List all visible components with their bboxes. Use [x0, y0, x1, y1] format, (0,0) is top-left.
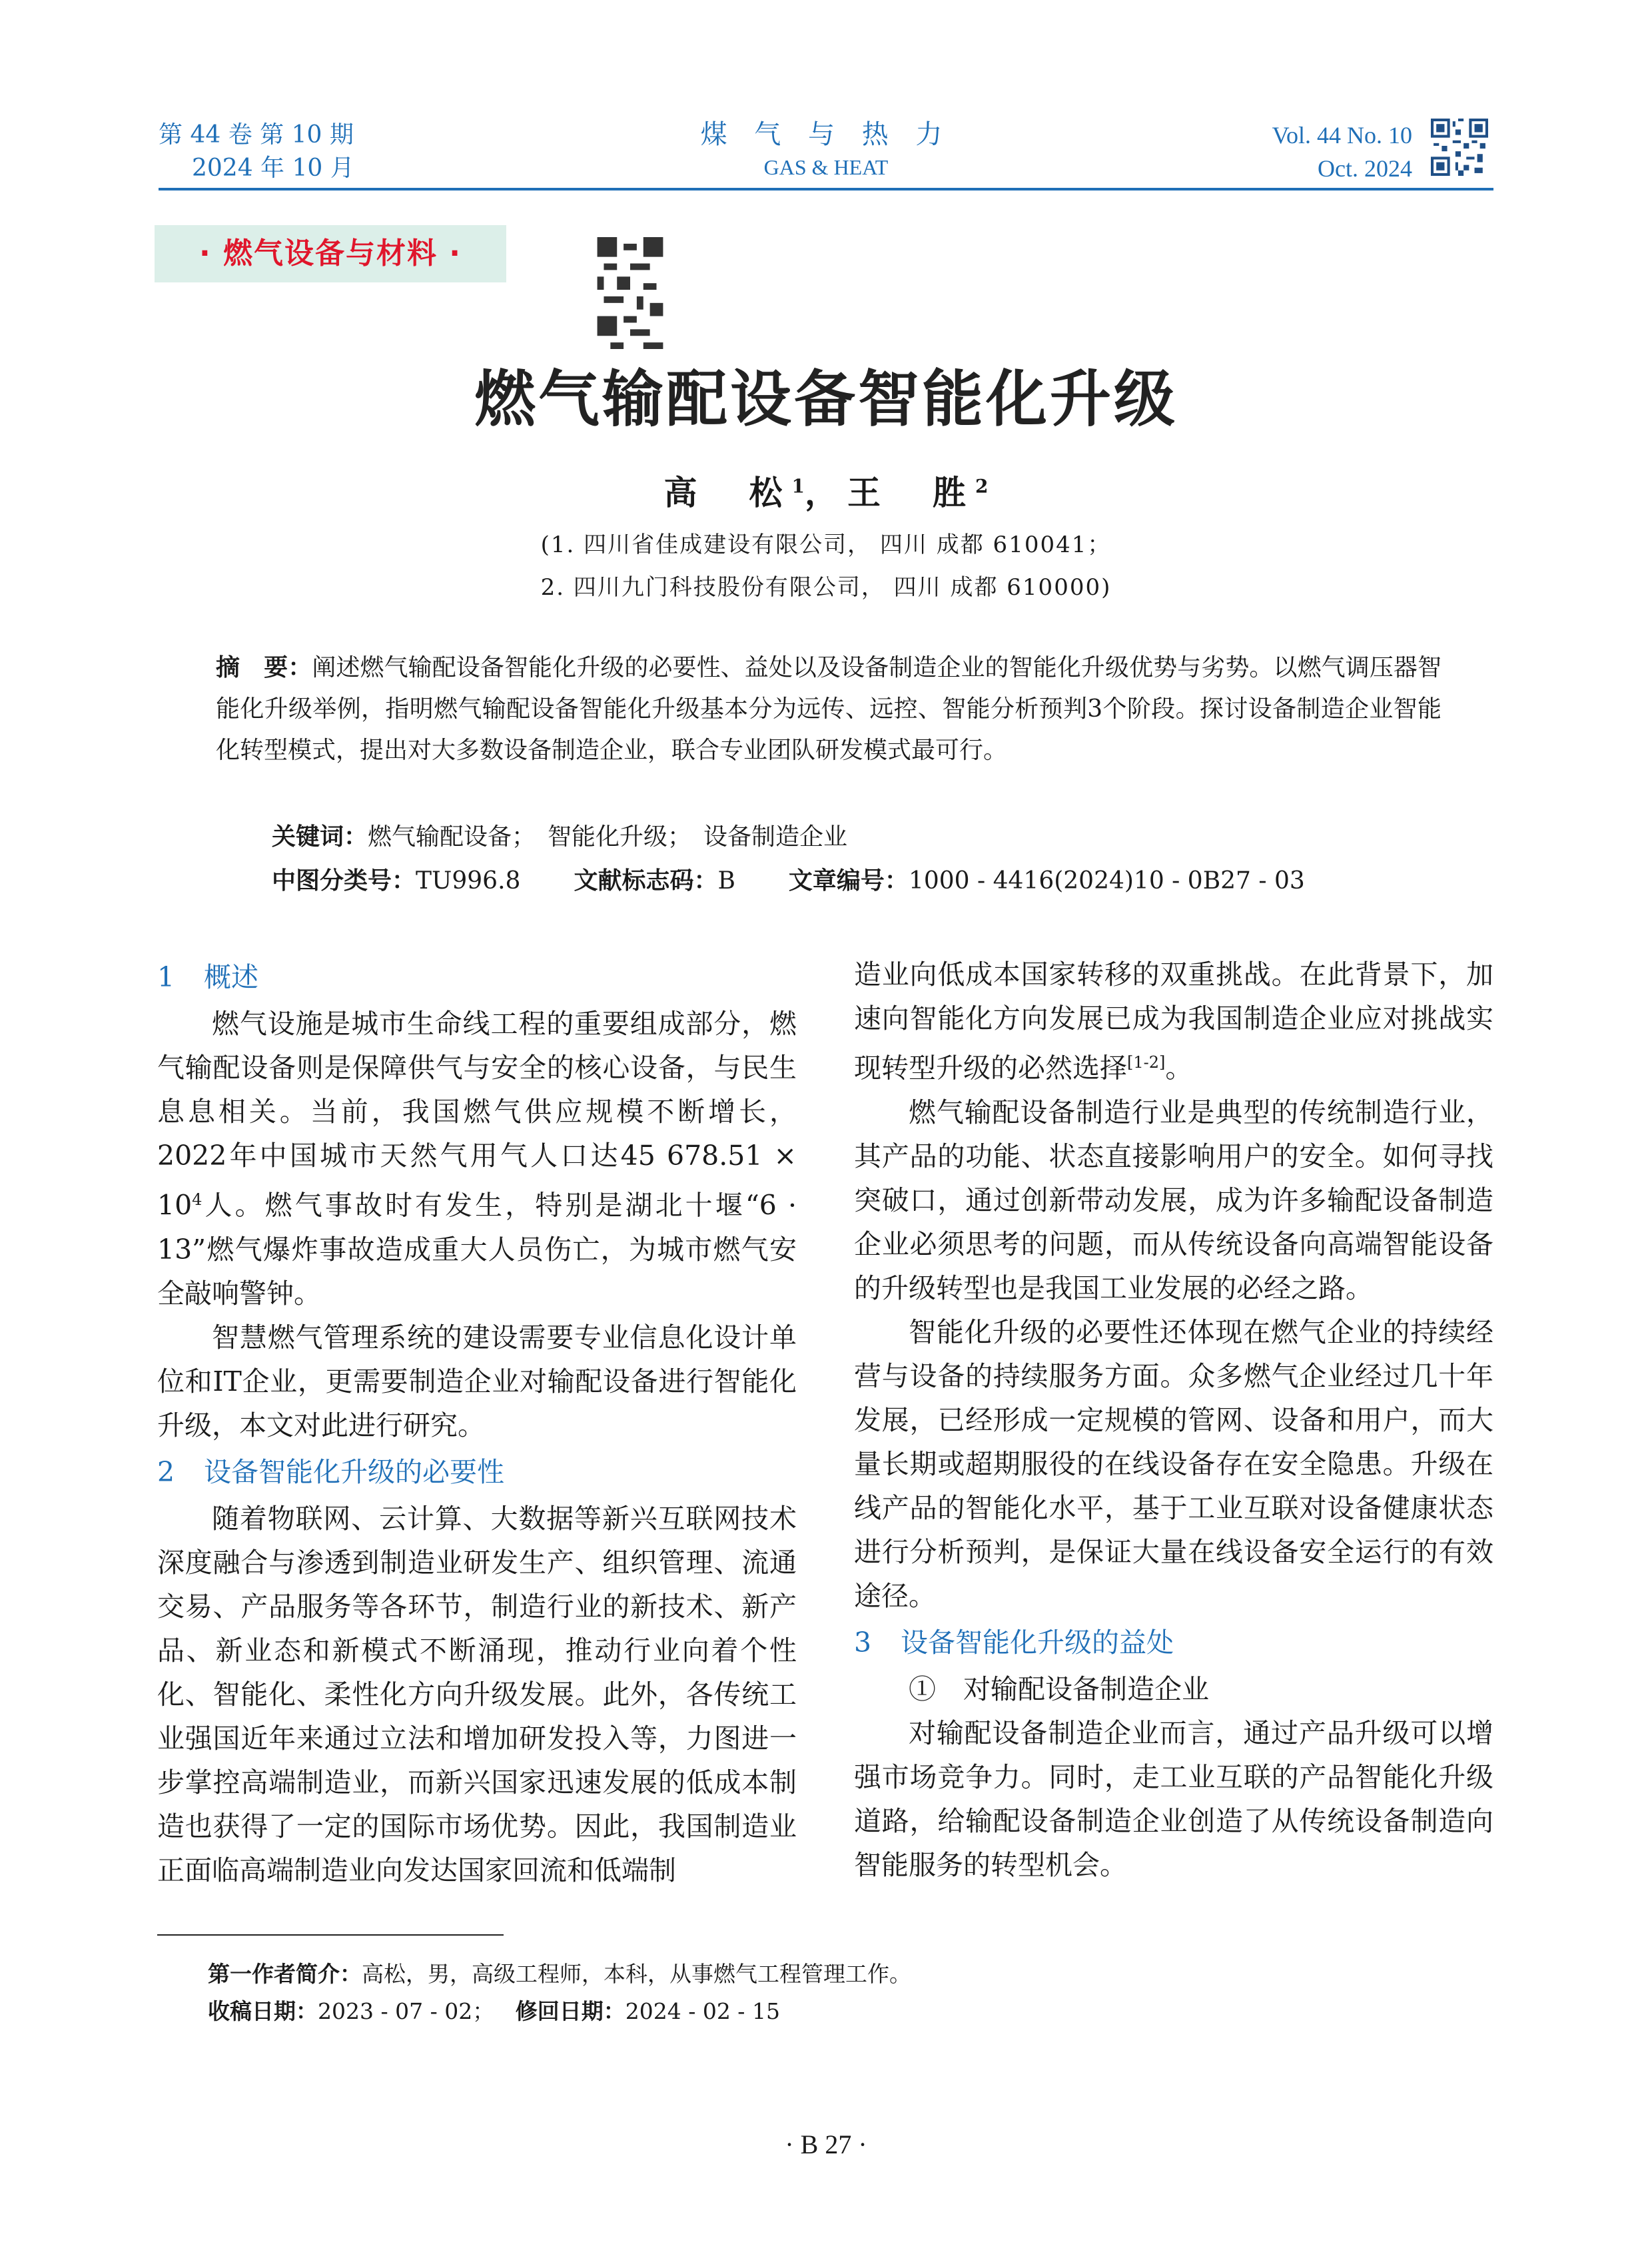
journal-name-en: GAS & HEAT: [763, 155, 889, 179]
keywords-text: 燃气输配设备； 智能化升级； 设备制造企业: [368, 823, 848, 851]
doc-code-label: 文献标志码：: [574, 867, 718, 895]
header-volume-en: Vol. 44 No. 10: [1272, 122, 1412, 149]
keywords: [272, 817, 847, 858]
affiliation-2: 2. 四川九门科技股份有限公司， 四川 成都 610000): [540, 574, 1112, 601]
keywords-label: 关键词：: [272, 823, 368, 851]
section-number-3: 3: [854, 1626, 872, 1659]
article-number-label: 文章编号：: [788, 867, 909, 895]
affiliation-1: (1. 四川省佳成建设有限公司， 四川 成都 610041；: [540, 532, 1112, 558]
section-number-1: 1: [157, 961, 175, 993]
header-date-en: Oct. 2024: [1318, 155, 1412, 182]
section-number-2: 2: [157, 1455, 175, 1488]
paragraph-text: 人。燃气事故时有发生，特别是湖北十堰“6 · 13”燃气爆炸事故造成重大人员伤亡，为城市燃气安全敲响警钟。: [157, 1189, 797, 1309]
author-1-affil: 1: [791, 475, 805, 498]
author-bio: [208, 1956, 911, 1993]
paragraph: 对输配设备制造企业而言，通过产品升级可以增强市场竞争力。同时，走工业互联的产品智能化升级道路，给输配设备制造企业创造了从传统设备制造向智能服务的转型机会。: [854, 1716, 1493, 1881]
author-bio-label: 第一作者简介：: [208, 1961, 362, 1987]
page-number: · B 27 ·: [785, 2129, 867, 2159]
abstract-label: 摘 要：: [216, 654, 312, 681]
header-rule: [159, 188, 1493, 190]
clc-label: 中图分类号：: [272, 867, 416, 895]
body-right-column: [854, 952, 1493, 1887]
paragraph: 智能化升级的必要性还体现在燃气企业的持续经营与设备的持续服务方面。众多燃气企业经过几十年发展，已经形成一定规模的管网、设备和用户，而大量长期或超期服役的在线设备存在安全隐患。升级在线产品的智能化水平，基于工业互联对设备健康状态进行分析预判，是保证大量在线设备安全运行的有效途径。: [854, 1315, 1493, 1612]
author-2: 王 胜: [847, 473, 975, 512]
paragraph-text: 。: [1165, 1052, 1193, 1084]
paragraph-text: 造业向低成本国家转移的双重挑战。在此背景下，加速向智能化方向发展已成为我国制造企业应对挑战实现转型升级的必然选择: [854, 958, 1493, 1084]
paragraph: 智慧燃气管理系统的建设需要专业信息化设计单位和IT企业，更需要制造企业对输配设备进行智能化升级，本文对此进行研究。: [157, 1321, 797, 1441]
section-heading-3: [854, 1621, 1493, 1665]
paragraph-text: 燃气设施是城市生命线工程的重要组成部分，燃气输配设备则是保障供气与安全的核心设备，与民生息息相关。当前，我国燃气供应规模不断增长，2022年中国城市天然气用气人口达45 678.51 × 10: [157, 1008, 797, 1222]
classification-line: [272, 861, 1305, 902]
footnote: [208, 1956, 911, 2030]
section-title-2: 设备智能化升级的必要性: [204, 1455, 504, 1488]
superscript: 4: [192, 1190, 203, 1209]
journal-name-block: [666, 117, 986, 183]
paragraph: [157, 1002, 797, 1315]
dates: [208, 1993, 911, 2030]
affiliations: [0, 524, 1652, 609]
section-tag: · 燃气设备与材料 ·: [155, 225, 506, 282]
revised-date: 2024 - 02 - 15: [625, 1998, 780, 2024]
body-left-column: [157, 952, 797, 1892]
section-title-1: 概述: [204, 961, 258, 993]
article-title: 燃气输配设备智能化升级: [474, 364, 1178, 435]
section-title-3: 设备智能化升级的益处: [901, 1626, 1174, 1659]
header-volume-block: [159, 119, 354, 185]
revised-label: 修回日期：: [515, 1998, 625, 2024]
author-1: 高 松: [663, 473, 792, 512]
subsection-heading: ① 对输配设备制造企业: [909, 1673, 1209, 1705]
paragraph: 燃气输配设备制造行业是典型的传统制造行业，其产品的功能、状态直接影响用户的安全。如何寻找突破口，通过创新带动发展，成为许多输配设备制造企业必须思考的问题，而从传统设备向高端智能设备的升级转型也是我国工业发展的必经之路。: [854, 1096, 1493, 1304]
article-number-value: 1000 - 4416(2024)10 - 0B27 - 03: [908, 867, 1305, 895]
header-volume: 第 44 卷 第 10 期: [159, 121, 354, 149]
abstract-text: 阐述燃气输配设备智能化升级的必要性、益处以及设备制造企业的智能化升级优势与劣势。以燃气调压器智能化升级举例，指明燃气输配设备智能化升级基本分为远传、远控、智能分析预判3个阶段。探讨设备制造企业智能化转型模式，提出对大多数设备制造企业，联合专业团队研发模式最可行。: [216, 654, 1442, 764]
header-date: 2024 年 10 月: [192, 155, 354, 182]
author-2-affil: 2: [975, 475, 989, 498]
paragraph: [854, 952, 1493, 1090]
clc-value: TU996.8: [416, 867, 521, 895]
received-label: 收稿日期：: [208, 1998, 318, 2024]
footnote-rule: [157, 1934, 504, 1936]
header-volume-en-block: [1272, 119, 1412, 185]
doc-code-value: B: [717, 867, 735, 895]
section-heading-2: [157, 1450, 797, 1494]
article-qr-code-icon: [597, 237, 663, 349]
paragraph: 随着物联网、云计算、大数据等新兴互联网技术深度融合与渗透到制造业研发生产、组织管理、流通交易、产品服务等各环节，制造行业的新技术、新产品、新业态和新模式不断涌现，推动行业向着个性化、智能化、柔性化方向升级发展。此外，各传统工业强国近年来通过立法和增加研发投入等，力图进一步掌控高端制造业，而新兴国家迅速发展的低成本制造也获得了一定的国际市场优势。因此，我国制造业正面临高端制造业向发达国家回流和低端制: [157, 1502, 797, 1886]
authors: [0, 466, 1652, 514]
journal-name-cn: 煤 气 与 热 力: [700, 119, 952, 150]
qr-code-icon: [1431, 119, 1488, 176]
received-date: 2023 - 07 - 02；: [318, 1998, 495, 2024]
author-separator: ，: [805, 473, 847, 512]
citation: [1-2]: [1127, 1053, 1166, 1072]
abstract: [216, 647, 1442, 771]
section-heading-1: [157, 955, 797, 999]
author-bio-text: 高松，男，高级工程师，本科，从事燃气工程管理工作。: [362, 1961, 911, 1987]
